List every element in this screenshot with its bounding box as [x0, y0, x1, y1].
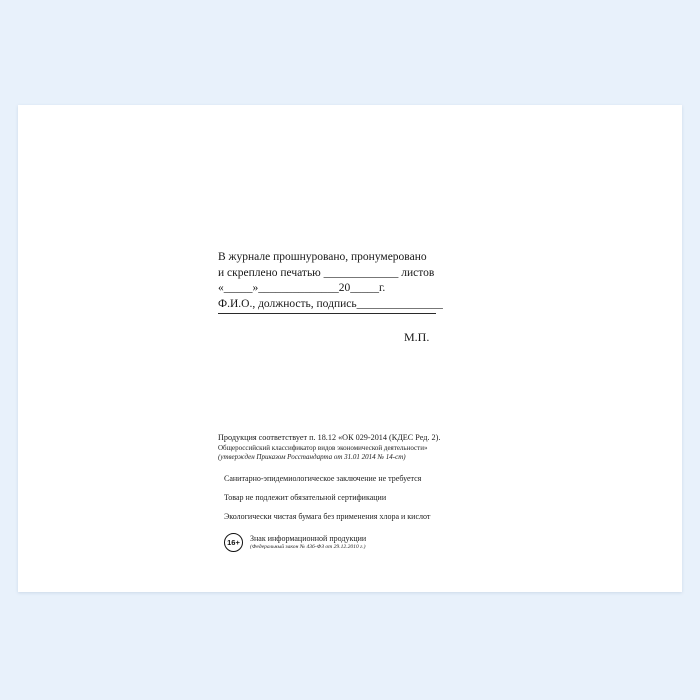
document-page — [18, 105, 682, 592]
classifier-line-3: (утвержден Приказом Росстандарта от 31.01 2014 № 14-ст) — [218, 452, 406, 461]
signature-rule — [218, 313, 436, 314]
age-badge-icon: 16+ — [224, 533, 243, 552]
age-rating-text — [250, 534, 366, 551]
note-certification: Товар не подлежит обязательной сертификации — [224, 492, 387, 502]
note-ecology: Экологически чистая бумага без применения хлора и кислот — [224, 511, 431, 521]
age-rating-mark — [218, 533, 518, 552]
page-content — [18, 105, 682, 592]
certification-block — [218, 250, 518, 314]
certification-line-3: «_____»______________20_____г. — [218, 282, 386, 295]
note-sanitary: Санитарно-эпидемиологическое заключение не требуется — [224, 473, 422, 483]
certification-line-1: В журнале прошнуровано, пронумеровано — [218, 251, 427, 263]
age-rating-subtitle: (Федеральный закон № 436-ФЗ от 29.12.2010 г.) — [250, 543, 366, 550]
certification-line-2: и скреплено печатью _____________ листов — [218, 266, 435, 279]
legal-block — [218, 433, 518, 552]
classifier-line-1: Продукция соответствует п. 18.12 «ОК 029-2014 (КДЕС Ред. 2). — [218, 433, 441, 442]
classifier-line-2: Общероссийский классификатор видов экономической деятельности» — [218, 443, 428, 452]
certification-line-4: Ф.И.О., должность, подпись_______________ — [218, 297, 443, 310]
age-rating-title: Знак информационной продукции — [250, 533, 367, 543]
stamp-place-label: М.П. — [404, 330, 430, 344]
